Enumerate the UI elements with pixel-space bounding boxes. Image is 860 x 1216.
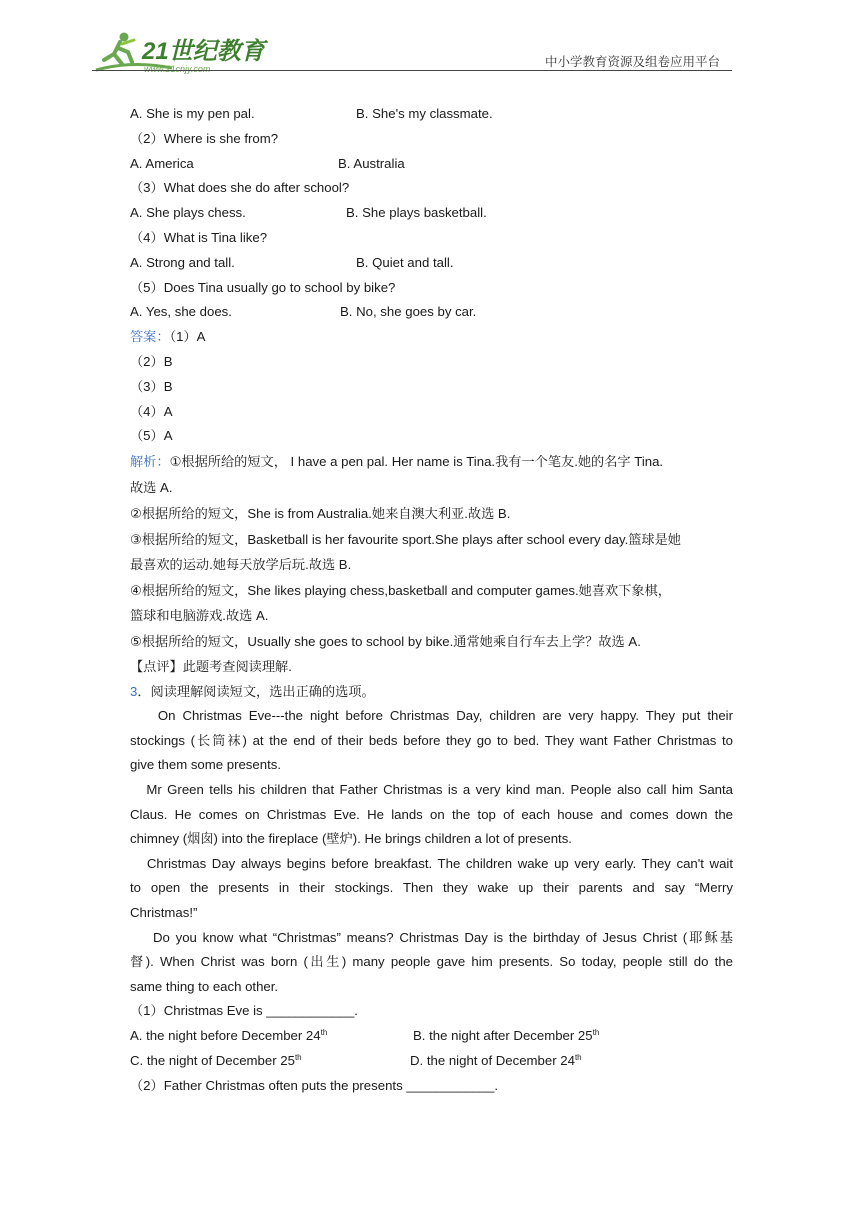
analysis-line	[130, 449, 733, 475]
runner-logo-icon	[92, 30, 272, 74]
question-3-title	[130, 679, 733, 704]
q5-option-b: B. No, she goes by car.	[340, 304, 477, 320]
q4-option-a: A. Strong and tall.	[130, 254, 235, 270]
passage-line: give them some presents.	[130, 757, 281, 773]
passage-line: same thing to each other.	[130, 978, 279, 994]
answer-3: （3）B	[130, 378, 173, 394]
option-row	[130, 1024, 733, 1049]
analysis-line: 篮球和电脑游戏.故选 A.	[130, 608, 269, 624]
q2-option-b: B. Australia	[338, 155, 405, 171]
option-row	[130, 102, 733, 127]
option-row	[130, 201, 733, 226]
answer-1	[130, 325, 733, 350]
site-logo	[92, 30, 272, 74]
analysis-label: 解析：	[130, 454, 170, 470]
q3-option-a: A. She plays chess.	[130, 205, 246, 221]
q1-option-a: A. She is my pen pal.	[130, 106, 255, 121]
answer-label: 答案：	[130, 329, 170, 345]
passage-line: Christmas Day always begins before breakfast. The children wake up very early. They can't wait	[130, 855, 733, 871]
analysis-line: ②根据所给的短文，She is from Australia.她来自澳大利亚.故选 B.	[130, 506, 511, 522]
page-header	[92, 30, 732, 74]
question-number: 3	[130, 684, 138, 700]
analysis-line: ③根据所给的短文，Basketball is her favourite sport.She plays after school every day.篮球是她	[130, 532, 681, 548]
q1-option-b: B. She's my classmate.	[356, 106, 493, 121]
passage-line: Christmas!”	[130, 904, 198, 920]
answer-4: （4）A	[130, 403, 173, 419]
passage-line: stockings (长筒袜) at the end of their beds before they go to bed. They want Father Christmas to	[130, 732, 733, 748]
sq1-option-c: C. the night of December 25th	[130, 1052, 302, 1068]
passage-line: 督). When Christ was born (出生) many people gave him presents. So today, people still do the	[130, 954, 733, 970]
option-row	[130, 300, 733, 325]
passage-line: Mr Green tells his children that Father Christmas is a very kind man. People also call him Santa	[130, 781, 733, 797]
question-title: ．阅读理解阅读短文，选出正确的选项。	[137, 684, 375, 700]
sq1-option-a: A. the night before December 24th	[130, 1028, 328, 1044]
analysis-line: 最喜欢的运动.她每天放学后玩.故选 B.	[130, 557, 352, 573]
answer-5: （5）A	[130, 428, 173, 444]
sub-question-2: （2）Father Christmas often puts the presents ____________.	[130, 1077, 499, 1093]
sq1-option-d: D. the night of December 24th	[410, 1052, 582, 1068]
question-4: （4）What is Tina like?	[130, 229, 268, 245]
platform-title: 中小学教育资源及组卷应用平台	[544, 54, 720, 69]
passage-line: Claus. He comes on Christmas Eve. He lands on the top of each house and comes down the	[130, 806, 733, 822]
question-2: （2）Where is she from?	[130, 130, 279, 146]
passage-line: Do you know what “Christmas” means? Christmas Day is the birthday of Jesus Christ (耶稣基	[130, 929, 733, 945]
document-body	[130, 102, 733, 1098]
sub-question-1: （1）Christmas Eve is ____________.	[130, 1003, 358, 1019]
passage	[130, 704, 733, 999]
logo-text: 21世纪教育	[142, 38, 265, 65]
passage-line: to open the presents in their stockings. Then they wake up their parents and say “Merry	[130, 880, 733, 896]
passage-line: chimney (烟囱) into the fireplace (壁炉). He brings children a lot of presents.	[130, 831, 572, 847]
header-divider	[92, 70, 732, 71]
analysis-text: ①根据所给的短文， I have a pen pal. Her name is Tina.我有一个笔友.她的名字 Tina.	[169, 454, 664, 470]
question-3: （3）What does she do after school?	[130, 180, 350, 196]
comment-line: 【点评】此题考查阅读理解.	[130, 659, 292, 675]
option-row	[130, 251, 733, 276]
question-5: （5）Does Tina usually go to school by bike?	[130, 279, 396, 295]
passage-line: On Christmas Eve---the night before Christmas Day, children are very happy. They put their	[130, 708, 733, 724]
option-row	[130, 152, 733, 177]
option-row	[130, 1049, 733, 1074]
q2-option-a: A. America	[130, 155, 194, 171]
analysis-line: ⑤根据所给的短文，Usually she goes to school by bike.通常她乘自行车去上学？故选 A.	[130, 634, 641, 650]
answer-2: （2）B	[130, 353, 173, 369]
answer-text: （1）A	[169, 329, 206, 345]
q4-option-b: B. Quiet and tall.	[356, 254, 454, 270]
sq1-option-b: B. the night after December 25th	[413, 1028, 600, 1044]
q5-option-a: A. Yes, she does.	[130, 304, 232, 320]
logo-url: www.21cnjy.com	[144, 64, 211, 74]
analysis-line: ④根据所给的短文，She likes playing chess,basketball and computer games.她喜欢下象棋，	[130, 583, 671, 599]
analysis-line: 故选 A.	[130, 480, 173, 496]
q3-option-b: B. She plays basketball.	[346, 205, 487, 221]
